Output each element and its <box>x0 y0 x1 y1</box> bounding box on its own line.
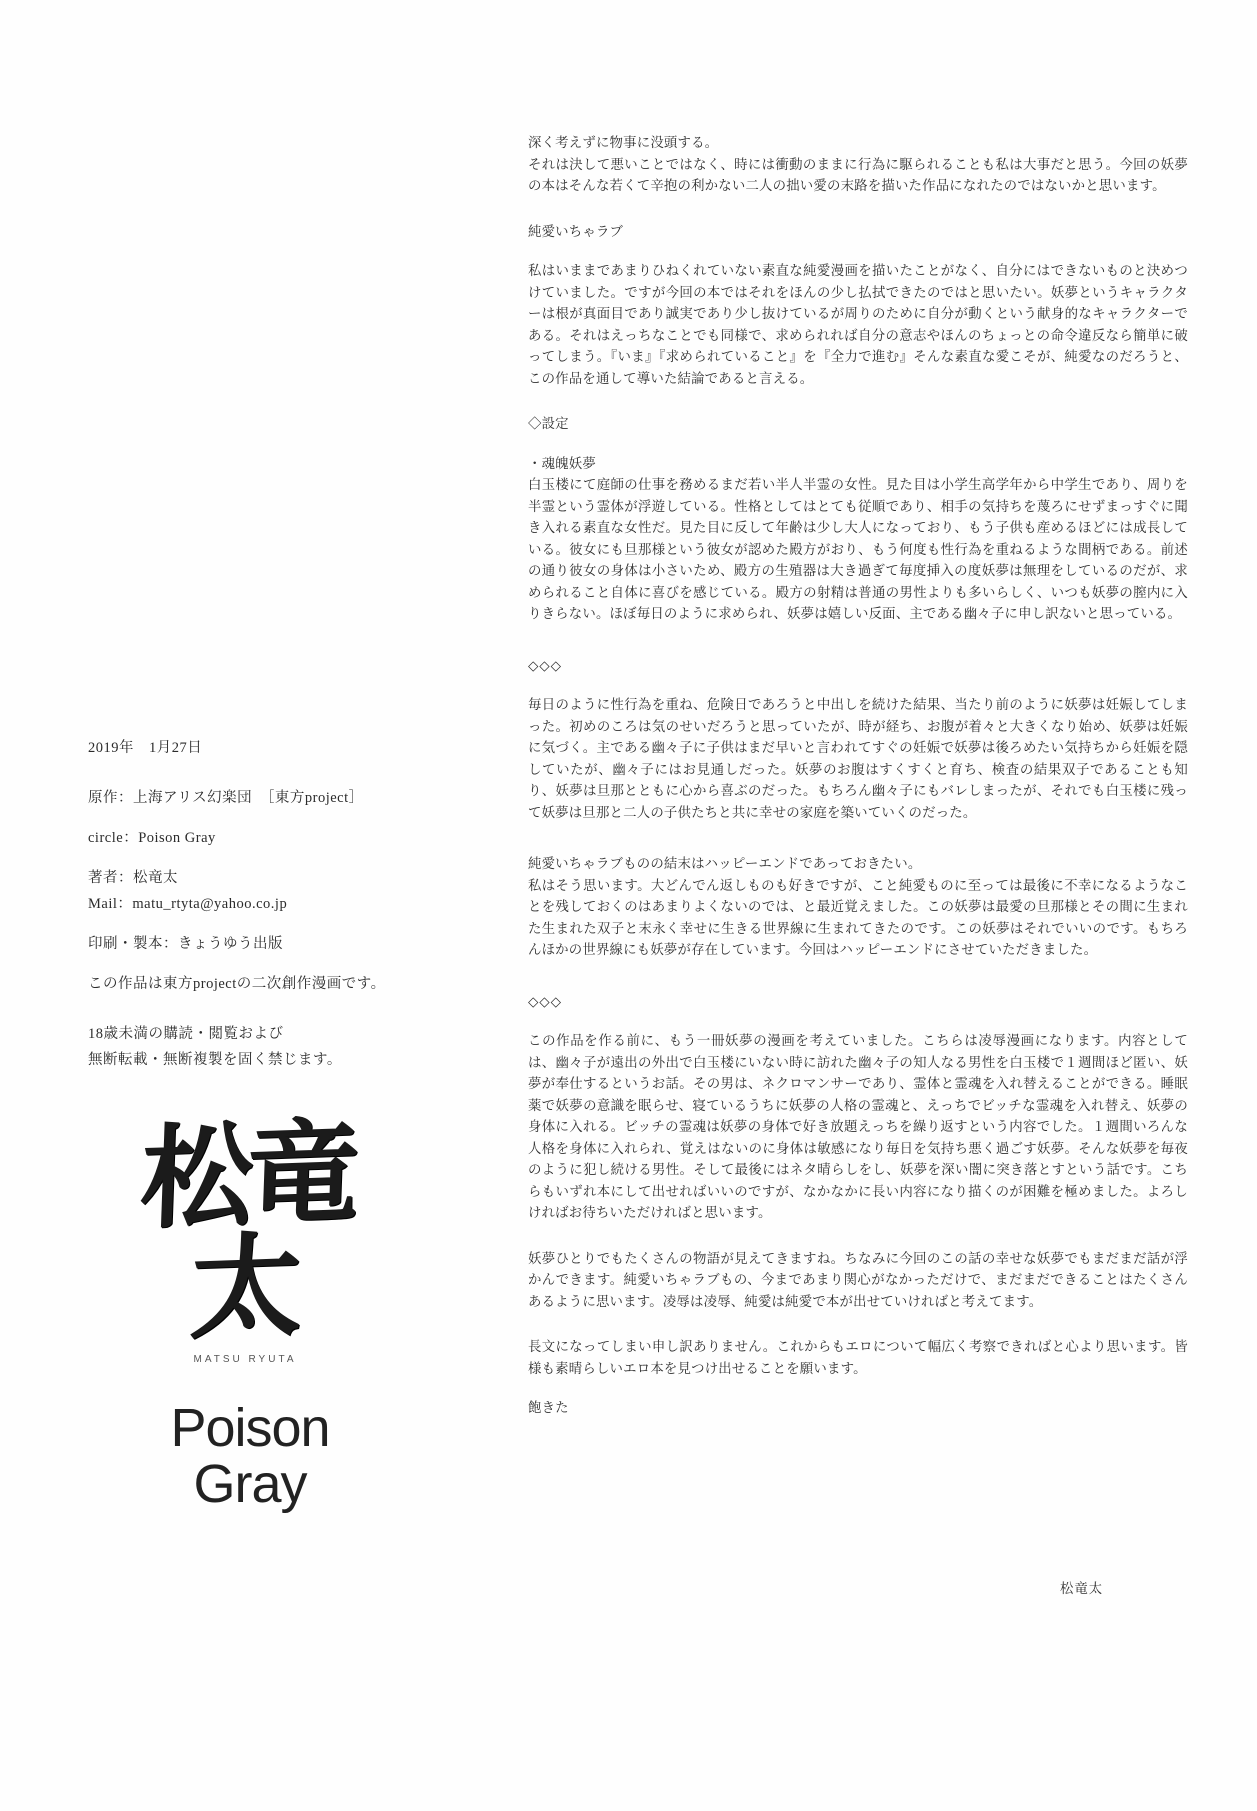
afterword-paragraph: 純愛いちゃラブものの結末はハッピーエンドであっておきたい。 <box>528 856 922 871</box>
afterword-subheading: ・魂魄妖夢 <box>528 455 596 471</box>
colophon-mail: Mail：matu_rtyta@yahoo.co.jp <box>88 896 288 912</box>
colophon-age-warning-line2: 無断転載・無断複製を固く禁じます。 <box>88 1052 342 1068</box>
afterword-paragraph: 妖夢ひとりでもたくさんの物語が見えてきますね。ちなみに今回のこの話の幸せな妖夢でもまだまだ話が浮かんできます。純愛いちゃラブもの、今まであまり関心がなかっただけで、まだまだできることはたくさんあるように思います。凌辱は凌辱、純愛は純愛で本が出せていければと考えてます。 <box>528 1250 1188 1309</box>
afterword-paragraph: 私はそう思います。大どんでん返しものも好きですが、こと純愛ものに至っては最後に不幸になるようなことを残しておくのはあまりよくないのでは、と最近覚えました。この妖夢は最愛の旦那様とその間に生まれた生まれた双子と末永く幸せに生きる世界線に生まれてきたのです。この妖夢はそれでいいのです。もちろんほかの世界線にも妖夢が存在しています。今回はハッピーエンドにさせていただきました。 <box>528 877 1188 957</box>
seal-romaji-label: MATSU RYUTA <box>193 1354 297 1365</box>
afterword-closing-word: 飽きた <box>528 1400 569 1415</box>
afterword-paragraph: 毎日のように性行為を重ね、危険日であろうと中出しを続けた結果、当たり前のように妖夢は妊娠してしまった。初めのころは気のせいだろうと思っていたが、時が経ち、お腹が着々と大きくなり始め、妖夢は妊娠に気づく。主である幽々子に子供はまだ早いと言われてすぐの妊娠で妖夢は後ろめたい気持ちから妊娠を隠していたが、幽々子にはお見通しだった。妖夢のお腹はすくすくと育ち、検査の結果双子であることも知り、妖夢は旦那とともに心から喜ぶのだった。もちろん幽々子にもバレしまったが、それでも白玉楼に残って妖夢は旦那と二人の子供たちと共に幸せの家庭を築いていくのだった。 <box>528 697 1188 820</box>
seal-calligraphy: 松竜太 <box>138 1106 356 1355</box>
colophon-circle: circle：Poison Gray <box>88 830 216 846</box>
afterword-paragraph: 深く考えずに物事に没頭する。 <box>528 135 719 150</box>
afterword-paragraph: 長文になってしまい申し訳ありません。これからもエロについて幅広く考察できればと心より思います。皆様も素晴らしいエロ本を見つけ出せることを願います。 <box>528 1339 1188 1376</box>
colophon-derivative-notice: この作品は東方projectの二次創作漫画です。 <box>88 976 386 992</box>
afterword-section-heading: ◇設定 <box>528 416 569 431</box>
section-divider: ◇◇◇ <box>528 993 562 1009</box>
colophon-block <box>88 735 388 1073</box>
colophon-author: 著者：松竜太 <box>88 870 178 886</box>
section-divider: ◇◇◇ <box>528 657 562 673</box>
colophon-original-work: 原作：上海アリス幻楽団 ［東方project］ <box>88 790 364 806</box>
afterword-paragraph: この作品を作る前に、もう一冊妖夢の漫画を考えていました。こちらは凌辱漫画になります。内容としては、幽々子が遠出の外出で白玉楼にいない時に訪れた幽々子の知人なる男性を白玉楼で１週間ほど匿い、妖夢が奉仕するというお話。その男は、ネクロマンサーであり、霊体と霊魂を入れ替えることができる。睡眠薬で妖夢の意識を眠らせ、寝ているうちに妖夢の人格の霊魂と、えっちでビッチな霊魂を入れ替え、妖夢の身体に入れる。ビッチの霊魂は妖夢の身体で好き放題えっちを繰り返すという内容でした。１週間いろんな人格を身体に入れられ、覚えはないのに身体は敏感になり毎日を気持ち悪く過ごす妖夢。そんな妖夢を毎夜のように犯し続ける男性。そして最後にはネタ晴らしをし、妖夢を深い闇に突き落とすという話です。こちらもいずれ本にして出せればいいのですが、なかなかに長い内容になり描くのが困難を極めました。よろしければお待ちいただければと思います。 <box>528 1033 1188 1220</box>
circle-brandmark <box>120 1400 380 1512</box>
colophon-date: 2019年 1月27日 <box>88 740 203 756</box>
afterword-paragraph: 私はいままであまりひねくれていない素直な純愛漫画を描いたことがなく、自分にはできないものと決めつけていました。ですが今回の本ではそれをほんの少し払拭できたのではと思いたい。妖夢というキャラクターは根が真面目であり誠実であり少し抜けているが周りのために自分が動くという献身的なキャラクターである。それはえっちなことでも同様で、求められれば自分の意志やほんのちょっとの命令違反なら簡単に破ってしまう。『いま』『求められていること』を『全力で進む』そんな素直な愛こそが、純愛なのだろうと、この作品を通して導いた結論であると言える。 <box>528 263 1188 386</box>
afterword-body <box>528 132 1188 1419</box>
artist-seal-logo <box>120 1106 370 1365</box>
brandmark-line1: Poison <box>170 1398 330 1458</box>
author-signature: 松竜太 <box>1060 1581 1104 1596</box>
afterword-paragraph: それは決して悪いことではなく、時には衝動のままに行為に駆られることも私は大事だと思う。今回の妖夢の本はそんな若くて辛抱の利かない二人の拙い愛の末路を描いた作品になれたのではないかと思います。 <box>528 156 1188 193</box>
afterword-section-heading: 純愛いちゃラブ <box>528 223 624 239</box>
brandmark-line2: Gray <box>193 1454 307 1514</box>
afterword-paragraph: 白玉楼にて庭師の仕事を務めるまだ若い半人半霊の女性。見た目は小学生高学年から中学生であり、周りを半霊という霊体が浮遊している。性格としてはとても従順であり、相手の気持ちを蔑ろにせずまっすぐに聞き入れる素直な女性だ。見た目に反して年齢は少し大人になっており、もう子供も産めるほどには成長している。彼女にも旦那様という彼女が認めた殿方がおり、もう何度も性行為を重ねるような間柄である。前述の通り彼女の身体は小さいため、殿方の生殖器は大き過ぎて毎度挿入の度妖夢は無理をしているのだが、求められること自体に喜びを感じている。殿方の射精は普通の男性よりも多いらしく、いつも妖夢の膣内に入りきらない。ほぼ毎日のように求められ、妖夢は嬉しい反面、主である幽々子に申し訳ないと思っている。 <box>528 477 1189 621</box>
colophon-age-warning-line1: 18歳未満の購読・閲覧および <box>88 1026 284 1042</box>
colophon-printing: 印刷・製本：きょうゆう出版 <box>88 936 283 952</box>
